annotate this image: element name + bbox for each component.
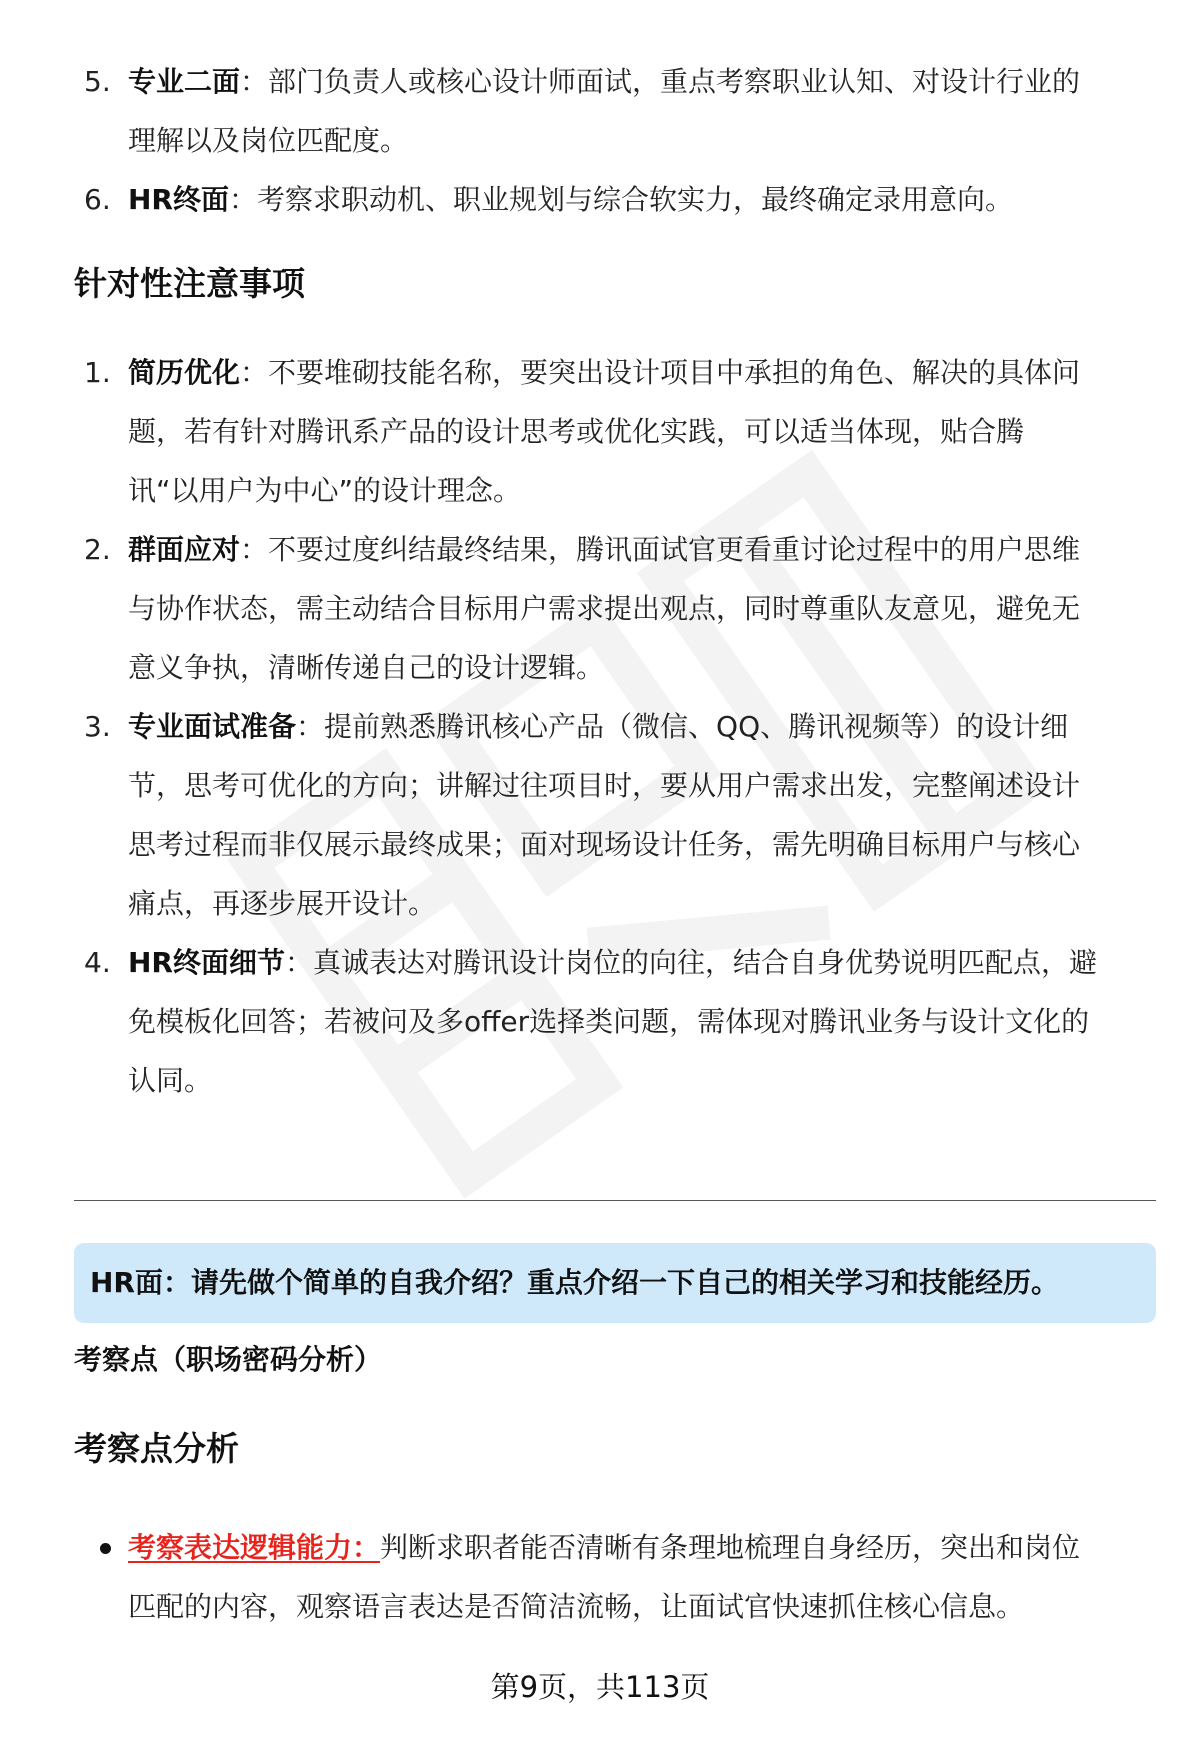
item-text-line: 不要过度纠结最终结果，腾讯面试官更看重讨论过程中的用户思维 [268, 533, 1081, 566]
item-text-line: 思考过程而非仅展示最终成果；面对现场设计任务，需先明确目标用户与核心 [128, 828, 1081, 861]
horizontal-divider [74, 1200, 1156, 1201]
list-number: 6. [84, 183, 111, 216]
question-callout [74, 1243, 1156, 1323]
item-text-line: 认同。 [128, 1064, 213, 1097]
list-number: 5. [84, 65, 111, 98]
bullet-text-line: 判断求职者能否清晰有条理地梳理自身经历，突出和岗位 [380, 1531, 1081, 1564]
item-title: 群面应对 [128, 533, 241, 566]
subheading: 考察点（职场密码分析） [74, 1343, 383, 1376]
item-separator: ： [296, 710, 325, 743]
bullet-title: 考察表达逻辑能力： [128, 1531, 381, 1564]
list-number: 4. [84, 946, 111, 979]
item-separator: ： [240, 356, 269, 389]
page-footer: 第9页，共113页 [490, 1670, 710, 1704]
item-text-line: 免模板化回答；若被问及多offer选择类问题，需体现对腾讯业务与设计文化的 [128, 1005, 1090, 1038]
bullet-text-line: 匹配的内容，观察语言表达是否简洁流畅，让面试官快速抓住核心信息。 [128, 1590, 1025, 1623]
item-text-line: 部门负责人或核心设计师面试，重点考察职业认知、对设计行业的 [268, 65, 1081, 98]
item-title: HR终面细节 [128, 946, 285, 979]
list-number: 3. [84, 710, 111, 743]
list-item [74, 520, 1154, 697]
item-text-line: 理解以及岗位匹配度。 [128, 124, 409, 157]
item-separator: ： [240, 533, 269, 566]
item-text-line: 提前熟悉腾讯核心产品（微信、QQ、腾讯视频等）的设计细 [324, 710, 1069, 743]
item-text-line: 节，思考可优化的方向；讲解过往项目时，要从用户需求出发，完整阐述设计 [128, 769, 1081, 802]
list-item [74, 343, 1154, 520]
item-text-line: 不要堆砌技能名称，要突出设计项目中承担的角色、解决的具体问 [268, 356, 1081, 389]
item-text-line: 真诚表达对腾讯设计岗位的向往，结合自身优势说明匹配点，避 [313, 946, 1098, 979]
item-title: HR终面 [128, 183, 229, 216]
list-number: 2. [84, 533, 111, 566]
item-text-line: 意义争执，清晰传递自己的设计逻辑。 [128, 651, 605, 684]
item-text-line: 与协作状态，需主动结合目标用户需求提出观点，同时尊重队友意见，避免无 [128, 592, 1081, 625]
question-text: HR面：请先做个简单的自我介绍？重点介绍一下自己的相关学习和技能经历。 [90, 1266, 1059, 1299]
item-title: 专业二面 [128, 65, 241, 98]
bullet-item [74, 1518, 1154, 1636]
item-title: 简历优化 [128, 356, 241, 389]
list-item [74, 933, 1154, 1110]
item-text-line: 题，若有针对腾讯系产品的设计思考或优化实践，可以适当体现，贴合腾 [128, 415, 1025, 448]
list-number: 1. [84, 356, 111, 389]
list-item [74, 52, 1154, 170]
analysis-title: 考察点分析 [74, 1429, 239, 1468]
item-separator: ： [229, 183, 258, 216]
section-title: 针对性注意事项 [74, 264, 305, 303]
item-text-line: 讯“以用户为中心”的设计理念。 [128, 474, 522, 507]
item-title: 专业面试准备 [128, 710, 297, 743]
interview-steps-list [74, 52, 1154, 229]
notes-list [74, 343, 1154, 1110]
item-separator: ： [240, 65, 269, 98]
item-separator: ： [285, 946, 314, 979]
item-text-line: 考察求职动机、职业规划与综合软实力，最终确定录用意向。 [257, 183, 1014, 216]
item-text-line: 痛点，再逐步展开设计。 [128, 887, 437, 920]
analysis-bullet-list [74, 1518, 1154, 1636]
list-item [74, 697, 1154, 933]
bullet-dot-icon [100, 1543, 111, 1554]
list-item [74, 170, 1154, 229]
